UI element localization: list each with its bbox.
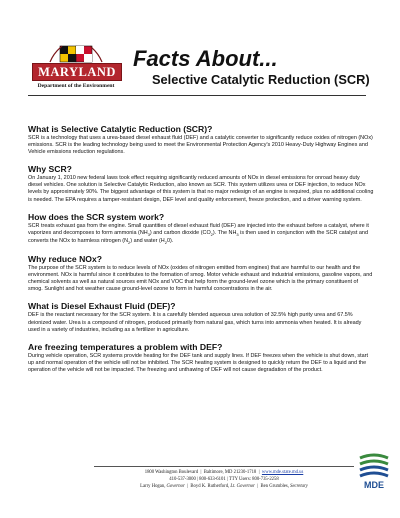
subscript: 3 — [236, 231, 239, 237]
mde-wave-icon — [356, 452, 392, 480]
section-heading: Why reduce NOx? — [28, 254, 103, 265]
section-body: SCR is a technology that uses a urea-based diesel exhaust fluid (DEF) and a catalytic converter to significantly reduce oxides of nitrogen (NOx) emissions. SCR is the leading technology being used to meet the Environmental Protection Agency's 2010 Heavy-Duty Highway Engines and Vehicle emissions reduction regulations. — [28, 135, 373, 156]
text-part: 0). — [166, 237, 174, 244]
section-body: On January 1, 2010 new federal laws took effect requiring significantly reduced amounts of NOx in diesel emissions for onroad heavy duty diesel vehicles. One solution is Selective Catalytic Reduction, also known as SCR. This system utilizes urea or DEF injection, to reduce NOx levels by approximately 90%. The biggest advantage of this system is that no major redesign of an engine is required, plus no additional cooling is needed. The EPA requires a tamper-resistant design, DEF level and quality enforcement, freeze protection, and a driver warning system. — [28, 175, 374, 203]
official-name: Larry Hogan, — [140, 484, 166, 489]
section-heading: Why SCR? — [28, 164, 72, 175]
official-role: Secretary — [290, 484, 308, 489]
text-part: ) and carbon dioxide (CO — [149, 229, 211, 236]
section-body: The purpose of the SCR system is to reduce levels of NOx (oxides of nitrogen emitted from engines) that are harmful to our health and the environment. NOx is harmful since it contributes to the formation of smog. Motor vehicle exhaust and industrial emissions, gasoline vapors, and chemical solvents as well as natural sources emit NOx and VOC that help form the ground-level ozone which is the primary constituent of smog. Sunlight and hot weather cause ground-level ozone to form in harmful concentrations in the air. — [28, 265, 373, 293]
subscript: 3 — [147, 231, 150, 237]
section-body — [28, 223, 374, 246]
section-what-is-def — [28, 301, 374, 333]
official-name: Ben Grumbles, — [260, 484, 289, 489]
text-part: ). The NH — [212, 229, 237, 236]
mde-wordmark: MDE — [364, 480, 384, 490]
subscript: 2 — [164, 240, 167, 245]
main-content — [28, 124, 374, 382]
logo-wordmark: MARYLAND — [38, 64, 116, 79]
facts-title: Facts About... — [133, 46, 278, 71]
section-heading: Are freezing temperatures a problem with DEF? — [28, 341, 223, 352]
section-body: DEF is the reactant necessary for the SCR system. It is a carefully blended aqueous urea solution of 32.5% high purity urea and 67.5% deionized water. Urea is a compound of nitrogen, produced primarily from natural gas, which turns into ammonia when heated. It is already used in a variety of industries, including as a fertilizer in agriculture. — [28, 312, 362, 333]
footer-officials: Larry Hogan, Governor | Boyd K. Rutherford, Lt. Governor | Ben Grumbles, Secretary — [140, 484, 308, 489]
footer-website-link[interactable]: www.mde.state.md.us — [261, 470, 304, 475]
section-heading: How does the SCR system work? — [28, 211, 165, 222]
official-role: Governor — [166, 484, 185, 489]
section-freezing — [28, 342, 374, 374]
footer-address: 1800 Washington Boulevard — [144, 470, 199, 475]
section-what-is-scr — [28, 124, 374, 156]
mde-logo — [356, 452, 392, 494]
footer-rule — [94, 466, 354, 467]
subject-title: Selective Catalytic Reduction (SCR) — [152, 72, 370, 87]
section-body: During vehicle operation, SCR systems provide heating for the DEF tank and supply lines. If DEF freezes when the vehicle is shut down, start up and normal operation of the vehicle will not be inhibited. The SCR heating system is designed to quickly return the DEF to a liquid and the operation of the vehicle will not be impacted. The freezing and unthawing of DEF will not cause degradation of the product. — [28, 352, 369, 373]
subscript: 2 — [128, 240, 131, 245]
footer-phones: 410-537-3000 | 800-633-6101 | TTY Users: 800-735-2258 — [169, 477, 279, 482]
text-part: is then used in conjunction with the SCR catalyst and converts the NOx to harmless nitrogen (N — [28, 229, 368, 244]
official-role: Lt. Governor — [230, 484, 255, 489]
footer-city: Baltimore, MD 21230-1718 — [203, 470, 257, 475]
footer — [94, 469, 354, 490]
footer-address-line: 1800 Washington Boulevard | Baltimore, MD 21230-1718 | www.mde.state.md.us — [144, 470, 304, 475]
subscript: 2 — [210, 231, 213, 237]
section-why-scr — [28, 164, 374, 203]
section-why-reduce-nox — [28, 254, 374, 293]
section-how-it-works — [28, 212, 374, 246]
logo-banner — [32, 63, 122, 81]
official-name: Boyd K. Rutherford, — [190, 484, 230, 489]
header-rule — [28, 95, 366, 96]
text-part: SCR treats exhaust gas from the engine. Small quantities of diesel exhaust fluid (DEF) are injected into the exhaust before a catalyst, where it vaporizes and decomposes to form ammonia (NH — [28, 222, 369, 236]
text-part: ) and water (H — [130, 237, 165, 244]
logo-department: Department of the Environment — [37, 83, 115, 89]
maryland-logo — [30, 44, 122, 94]
section-heading: What is Selective Catalytic Reduction (SCR)? — [28, 124, 213, 134]
section-heading: What is Diesel Exhaust Fluid (DEF)? — [28, 301, 176, 312]
